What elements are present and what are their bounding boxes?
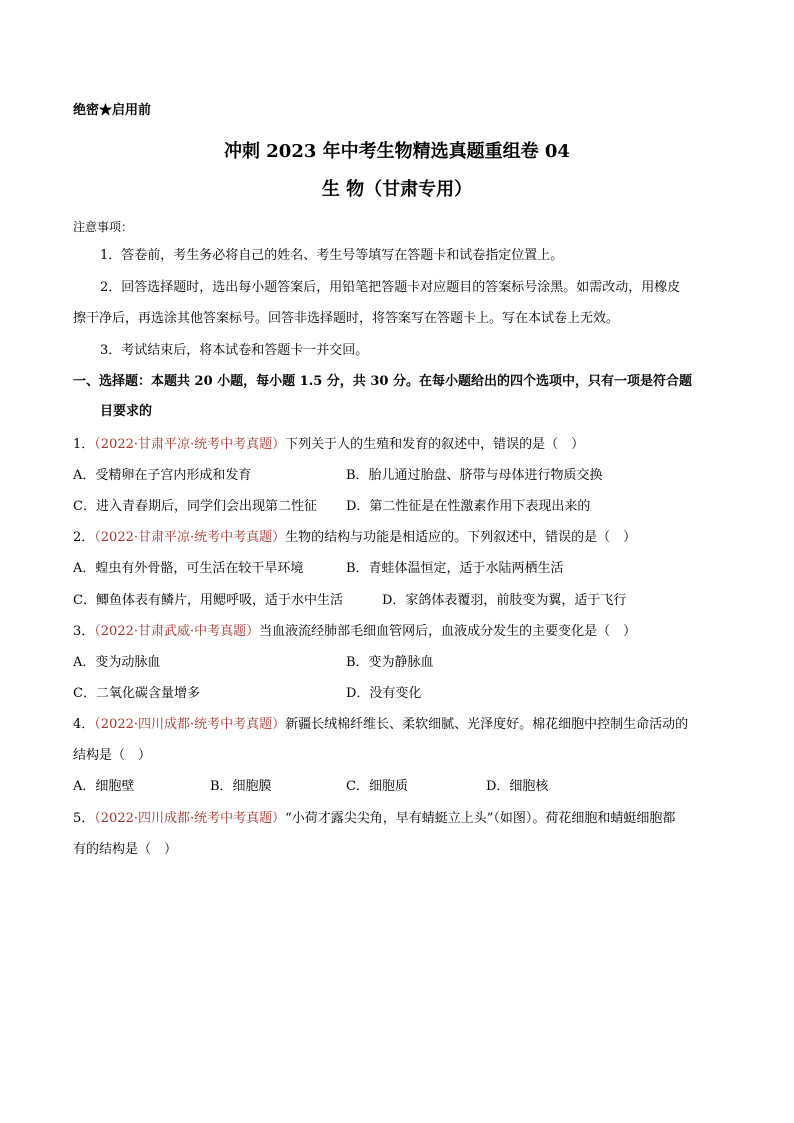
question-stem: 新疆长绒棉纤维长、柔软细腻、光泽度好。棉花细胞中控制生命活动的 — [285, 717, 689, 732]
q4-option-a: A．细胞壁 — [73, 779, 135, 794]
notice-heading: 注意事项： — [73, 220, 134, 234]
section-heading-line-2: 目要求的 — [100, 404, 153, 419]
q1-option-b: B．胎儿通过胎盘、脐带与母体进行物质交换 — [346, 468, 603, 483]
q3-option-c: C．二氧化碳含量增多 — [73, 686, 200, 701]
question-5-stem-line-2: 有的结构是（ ） — [73, 842, 178, 857]
question-number: 2． — [73, 530, 95, 545]
question-2 — [73, 529, 636, 547]
q2-option-c: C．鲫鱼体表有鳞片，用鳃呼吸，适于水中生活 — [73, 593, 343, 608]
question-stem: 当血液流经肺部毛细血管网后，血液成分发生的主要变化是（ ） — [259, 624, 637, 639]
question-source: （2022·甘肃武威·中考真题） — [94, 624, 260, 639]
notice-item-3: 3．考试结束后，将本试卷和答题卡一并交回。 — [100, 343, 369, 358]
confidential-label: 绝密★启用前 — [73, 103, 152, 118]
page-subtitle: 生 物（甘肃专用） — [321, 179, 473, 200]
q1-option-d: D．第二性征是在性激素作用下表现出来的 — [346, 499, 591, 514]
q1-option-a: A．受精卵在子宫内形成和发育 — [73, 468, 252, 483]
question-stem: 下列关于人的生殖和发育的叙述中，错误的是（ ） — [285, 437, 585, 452]
q4-option-c: C．细胞质 — [346, 779, 408, 794]
question-number: 1． — [73, 437, 95, 452]
question-5 — [73, 810, 675, 828]
question-number: 4． — [73, 717, 95, 732]
q3-option-a: A．变为动脉血 — [73, 655, 161, 670]
question-4-stem-line-2: 结构是（ ） — [73, 748, 152, 763]
q3-option-b: B．变为静脉血 — [346, 655, 434, 670]
q1-option-c: C．进入青春期后，同学们会出现第二性征 — [73, 499, 317, 514]
q2-option-b: B．青蛙体温恒定，适于水陆两栖生活 — [346, 561, 564, 576]
question-number: 3． — [73, 624, 95, 639]
notice-item-2-line-2: 擦干净后，再选涂其他答案标号。回答非选择题时，将答案写在答题卡上。写在本试卷上无效。 — [73, 311, 620, 326]
question-3 — [73, 623, 636, 641]
q2-option-d: D．家鸽体表覆羽，前肢变为翼，适于飞行 — [382, 593, 627, 608]
question-source: （2022·四川成都·统考中考真题） — [94, 811, 286, 826]
question-4 — [73, 716, 688, 734]
question-stem: 生物的结构与功能是相适应的。下列叙述中，错误的是（ ） — [285, 530, 637, 545]
question-stem: “小荷才露尖尖角，早有蜻蜓立上头”（如图）。荷花细胞和蜻蜓细胞都 — [285, 811, 676, 826]
q4-option-b: B．细胞膜 — [210, 779, 272, 794]
notice-item-1: 1．答卷前，考生务必将自己的姓名、考生号等填写在答题卡和试卷指定位置上。 — [100, 248, 564, 263]
question-source: （2022·甘肃平凉·统考中考真题） — [94, 437, 286, 452]
q2-option-a: A．蝗虫有外骨骼，可生活在较干旱环境 — [73, 561, 304, 576]
q3-option-d: D．没有变化 — [346, 686, 422, 701]
question-source: （2022·甘肃平凉·统考中考真题） — [94, 530, 286, 545]
q4-option-d: D．细胞核 — [486, 779, 549, 794]
notice-item-2-line-1: 2．回答选择题时，选出每小题答案后，用铅笔把答题卡对应题目的答案标号涂黑。如需改动，用橡皮 — [100, 280, 681, 295]
page-title: 冲刺 2023 年中考生物精选真题重组卷 04 — [224, 141, 570, 162]
section-heading-line-1: 一、选择题：本题共 20 小题，每小题 1.5 分，共 30 分。在每小题给出的四个选项中，只有一项是符合题 — [73, 374, 692, 389]
question-1 — [73, 436, 584, 454]
question-source: （2022·四川成都·统考中考真题） — [94, 717, 286, 732]
question-number: 5． — [73, 811, 95, 826]
